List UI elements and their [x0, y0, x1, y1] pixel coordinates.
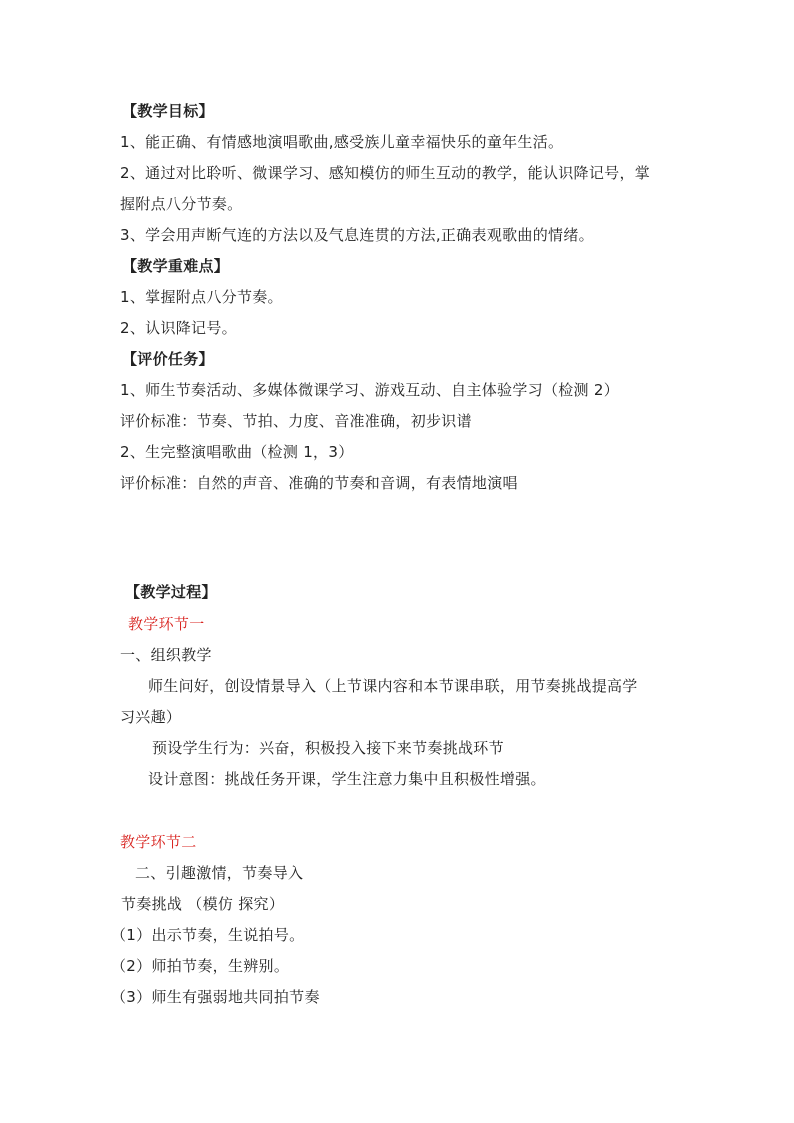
stage-1-section: 一、组织教学	[120, 646, 212, 664]
evaluation-task-2: 2、生完整演唱歌曲（检测 1，3）	[120, 443, 354, 461]
stage-2-section: 二、引趣激情，节奏导入	[135, 864, 304, 882]
stage-1-intro-line-1: 师生问好，创设情景导入（上节课内容和本节课串联，用节奏挑战提高学	[148, 677, 638, 695]
key-point-item-2: 2、认识降记号。	[120, 319, 237, 337]
evaluation-criteria-1: 评价标准：节奏、节拍、力度、音准准确，初步识谱	[120, 412, 472, 430]
evaluation-criteria-2: 评价标准：自然的声音、准确的节奏和音调，有表情地演唱	[120, 474, 518, 492]
objectives-heading: 【教学目标】	[122, 102, 214, 120]
key-points-heading: 【教学重难点】	[122, 257, 230, 275]
key-point-item-1: 1、掌握附点八分节奏。	[120, 288, 283, 306]
evaluation-task-1: 1、师生节奏活动、多媒体微课学习、游戏互动、自主体验学习（检测 2）	[120, 381, 620, 399]
stage-2-title: 教学环节二	[120, 833, 197, 851]
stage-1-title: 教学环节一	[128, 615, 205, 633]
objective-item-1: 1、能正确、有情感地演唱歌曲,感受族儿童幸福快乐的童年生活。	[120, 133, 564, 151]
process-heading: 【教学过程】	[125, 583, 217, 601]
evaluation-heading: 【评价任务】	[122, 350, 214, 368]
stage-2-step-3: （3）师生有强弱地共同拍节奏	[111, 988, 320, 1006]
stage-2-step-2: （2）师拍节奏，生辨别。	[111, 957, 290, 975]
objective-item-3: 3、学会用声断气连的方法以及气息连贯的方法,正确表观歌曲的情绪。	[120, 226, 594, 244]
stage-2-step-1: （1）出示节奏，生说拍号。	[111, 926, 305, 944]
objective-item-2-line-1: 2、通过对比聆听、微课学习、感知模仿的师生互动的教学，能认识降记号，掌	[120, 164, 651, 182]
objective-item-2-line-2: 握附点八分节奏。	[120, 195, 243, 213]
stage-1-design-intent: 设计意图：挑战任务开课，学生注意力集中且积极性增强。	[148, 770, 546, 788]
stage-2-challenge: 节奏挑战 （模仿 探究）	[121, 895, 285, 913]
stage-1-intro-line-2: 习兴趣）	[120, 708, 182, 726]
stage-1-expected-behavior: 预设学生行为：兴奋，积极投入接下来节奏挑战环节	[152, 739, 504, 757]
